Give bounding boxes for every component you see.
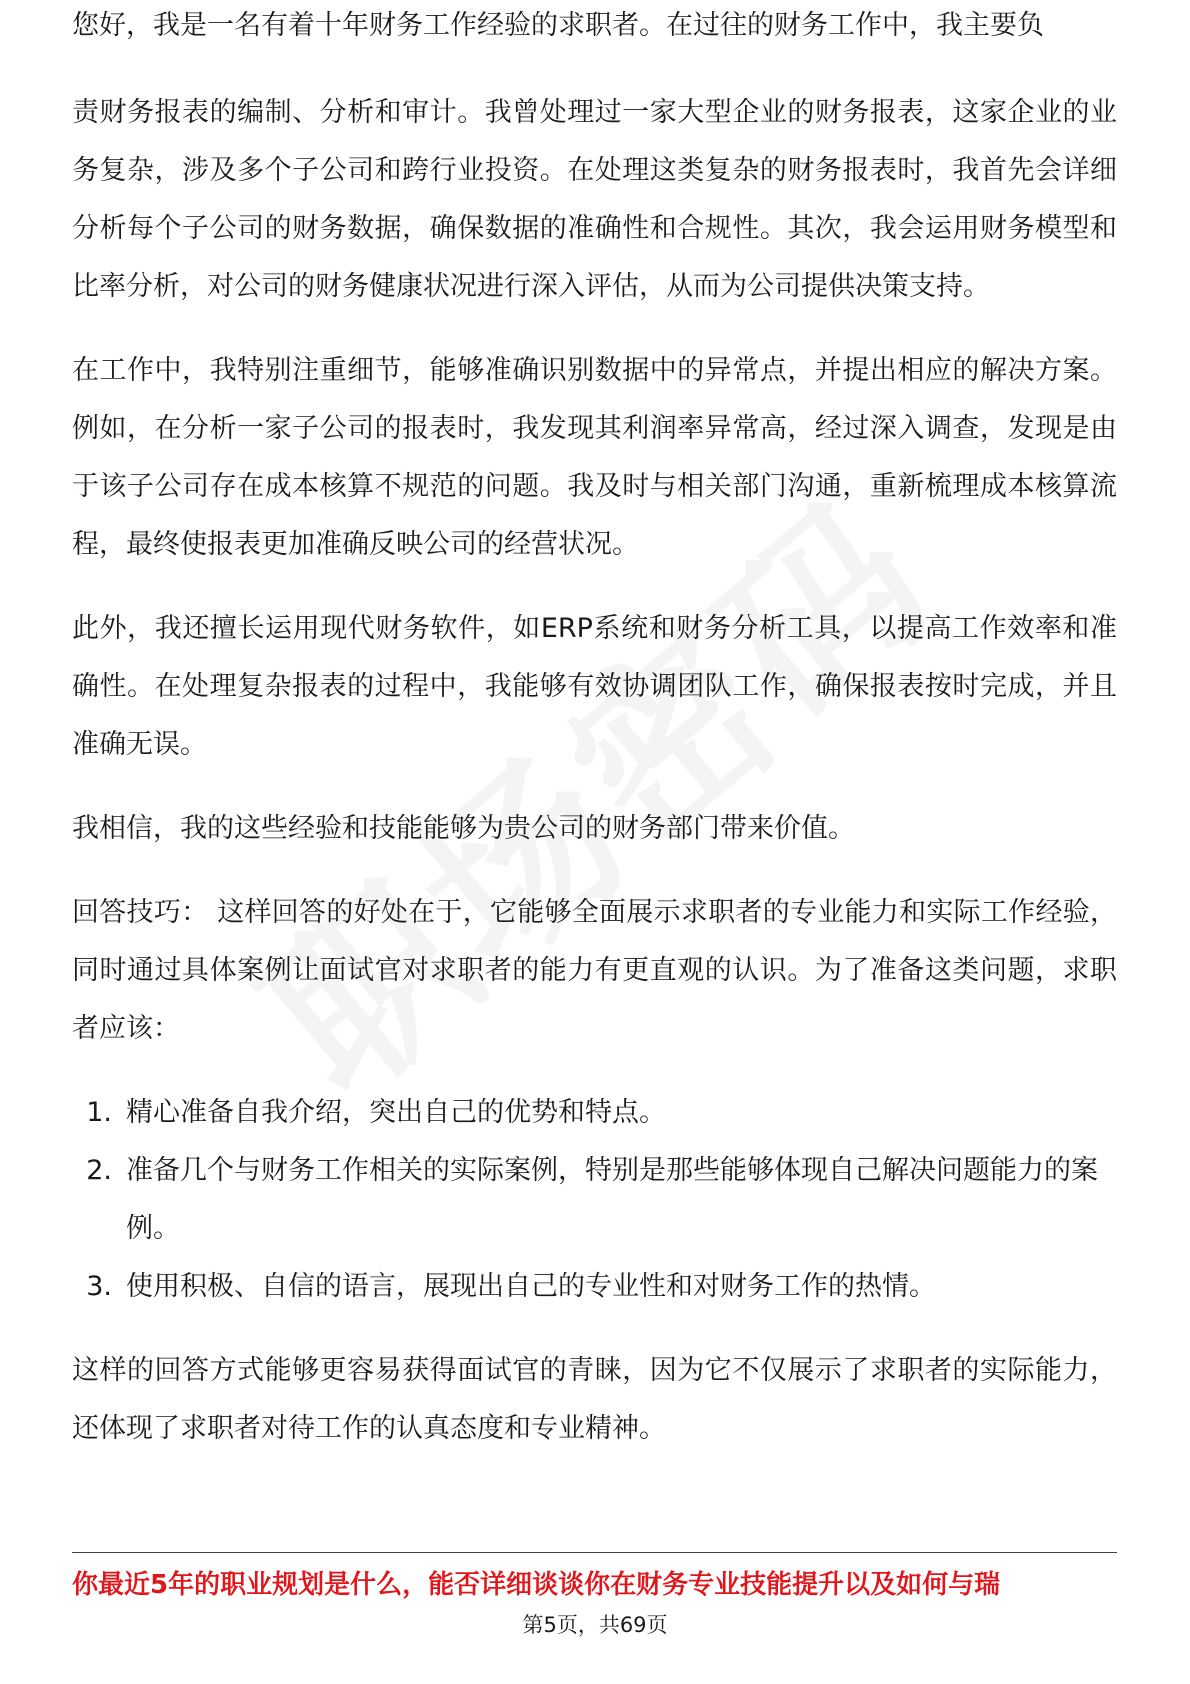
answer-paragraph-3: 此外，我还擅长运用现代财务软件，如ERP系统和财务分析工具，以提高工作效率和准确性。在处理复杂报表的过程中，我能够有效协调团队工作，确保报表按时完成，并且准确无误。: [72, 613, 1117, 760]
answer-paragraph-1: 责财务报表的编制、分析和审计。我曾处理过一家大型企业的财务报表，这家企业的业务复杂，涉及多个子公司和跨行业投资。在处理这类复杂的财务报表时，我首先会详细分析每个子公司的财务数据，确保数据的准确性和合规性。其次，我会运用财务模型和比率分析，对公司的财务健康状况进行深入评估，从而为公司提供决策支持。: [72, 97, 1117, 302]
list-item-text: 精心准备自我介绍，突出自己的优势和特点。: [126, 1097, 666, 1128]
next-question-heading: 你最近5年的职业规划是什么，能否详细谈谈你在财务专业技能提升以及如何与瑞: [72, 1570, 1001, 1600]
cut-off-top-text: 您好，我是一名有着十年财务工作经验的求职者。在过往的财务工作中，我主要负: [72, 10, 1044, 41]
tips-intro-paragraph: 回答技巧： 这样回答的好处在于，它能够全面展示求职者的专业能力和实际工作经验，同时通过具体案例让面试官对求职者的能力有更直观的认识。为了准备这类问题，求职者应该：: [72, 897, 1117, 1044]
list-item: [72, 1142, 1117, 1258]
answer-body: [72, 84, 1117, 1484]
list-item: [72, 1084, 1117, 1142]
closing-paragraph: 这样的回答方式能够更容易获得面试官的青睐，因为它不仅展示了求职者的实际能力，还体现了求职者对待工作的认真态度和专业精神。: [72, 1355, 1117, 1444]
page-number: 第5页，共69页: [522, 1613, 668, 1637]
list-item-number: 2.: [86, 1155, 112, 1186]
section-divider: [72, 1552, 1117, 1553]
list-item-number: 1.: [86, 1097, 112, 1128]
list-item-number: 3.: [86, 1271, 112, 1302]
list-item-text: 准备几个与财务工作相关的实际案例，特别是那些能够体现自己解决问题能力的案例。: [126, 1155, 1098, 1244]
list-item: [72, 1258, 1117, 1316]
cut-off-top-line: [72, 10, 1117, 50]
list-item-text: 使用积极、自信的语言，展现出自己的专业性和对财务工作的热情。: [126, 1271, 936, 1302]
tips-list: [72, 1084, 1117, 1316]
answer-paragraph-4: 我相信，我的这些经验和技能能够为贵公司的财务部门带来价值。: [72, 813, 855, 844]
answer-paragraph-2: 在工作中，我特别注重细节，能够准确识别数据中的异常点，并提出相应的解决方案。例如，在分析一家子公司的报表时，我发现其利润率异常高，经过深入调查，发现是由于该子公司存在成本核算不规范的问题。我及时与相关部门沟通，重新梳理成本核算流程，最终使报表更加准确反映公司的经营状况。: [72, 355, 1117, 560]
